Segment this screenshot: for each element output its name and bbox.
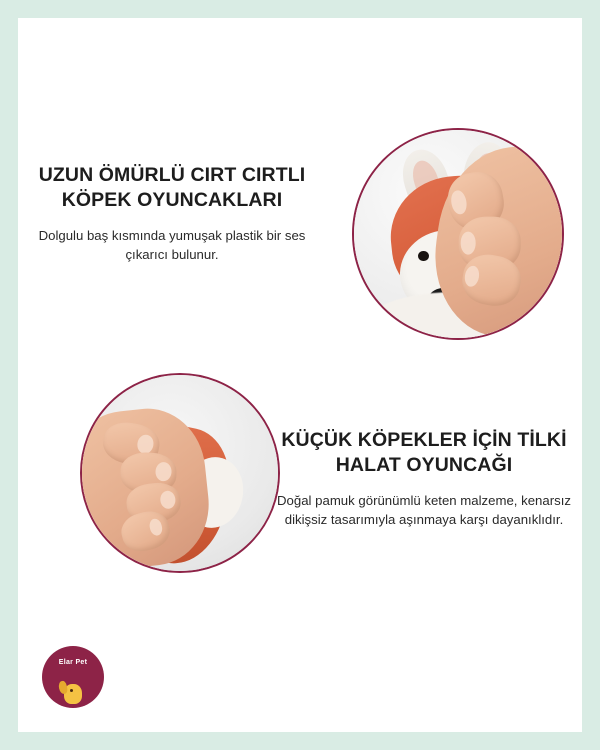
brand-logo[interactable] (42, 646, 104, 708)
fingernail-d (148, 518, 164, 537)
feature-1-headline: UZUN ÖMÜRLÜ CIRT CIRTLI KÖPEK OYUNCAKLARI (38, 164, 306, 211)
feature-2-text-block (274, 428, 574, 529)
feature-2-photo (80, 373, 280, 573)
feature-1-body: Dolgulu baş kısmında yumuşak plastik bir ses çıkarıcı bulunur. (38, 227, 306, 263)
feature-2-body: Doğal pamuk görünümlü keten malzeme, kenarsız dikişsiz tasarımıyla aşınmaya karşı dayanıklıdır. (277, 492, 571, 528)
feature-2-photo-inner (82, 375, 278, 571)
feature-1-photo-inner (354, 130, 562, 338)
fingernail-b (156, 462, 172, 481)
dog-ear-shape (58, 681, 69, 695)
poster-white-card (18, 18, 582, 732)
dog-eye-shape (70, 689, 73, 692)
feature-1-text-block (32, 163, 312, 264)
fingernail-3 (464, 264, 481, 287)
feature-section-1 (18, 103, 582, 363)
feature-2-headline: KÜÇÜK KÖPEKLER İÇİN TİLKİ HALAT OYUNCAĞI (281, 429, 567, 476)
brand-logo-text: Elar Pet (58, 659, 88, 666)
fingernail-2 (461, 231, 476, 254)
feature-1-photo (352, 128, 564, 340)
fox-eye-left-icon (418, 251, 428, 261)
feature-section-2 (18, 373, 582, 633)
fingernail-c (159, 490, 176, 509)
dog-icon (58, 678, 88, 708)
fingernail-1 (450, 188, 468, 214)
fingernail-a (136, 433, 155, 454)
